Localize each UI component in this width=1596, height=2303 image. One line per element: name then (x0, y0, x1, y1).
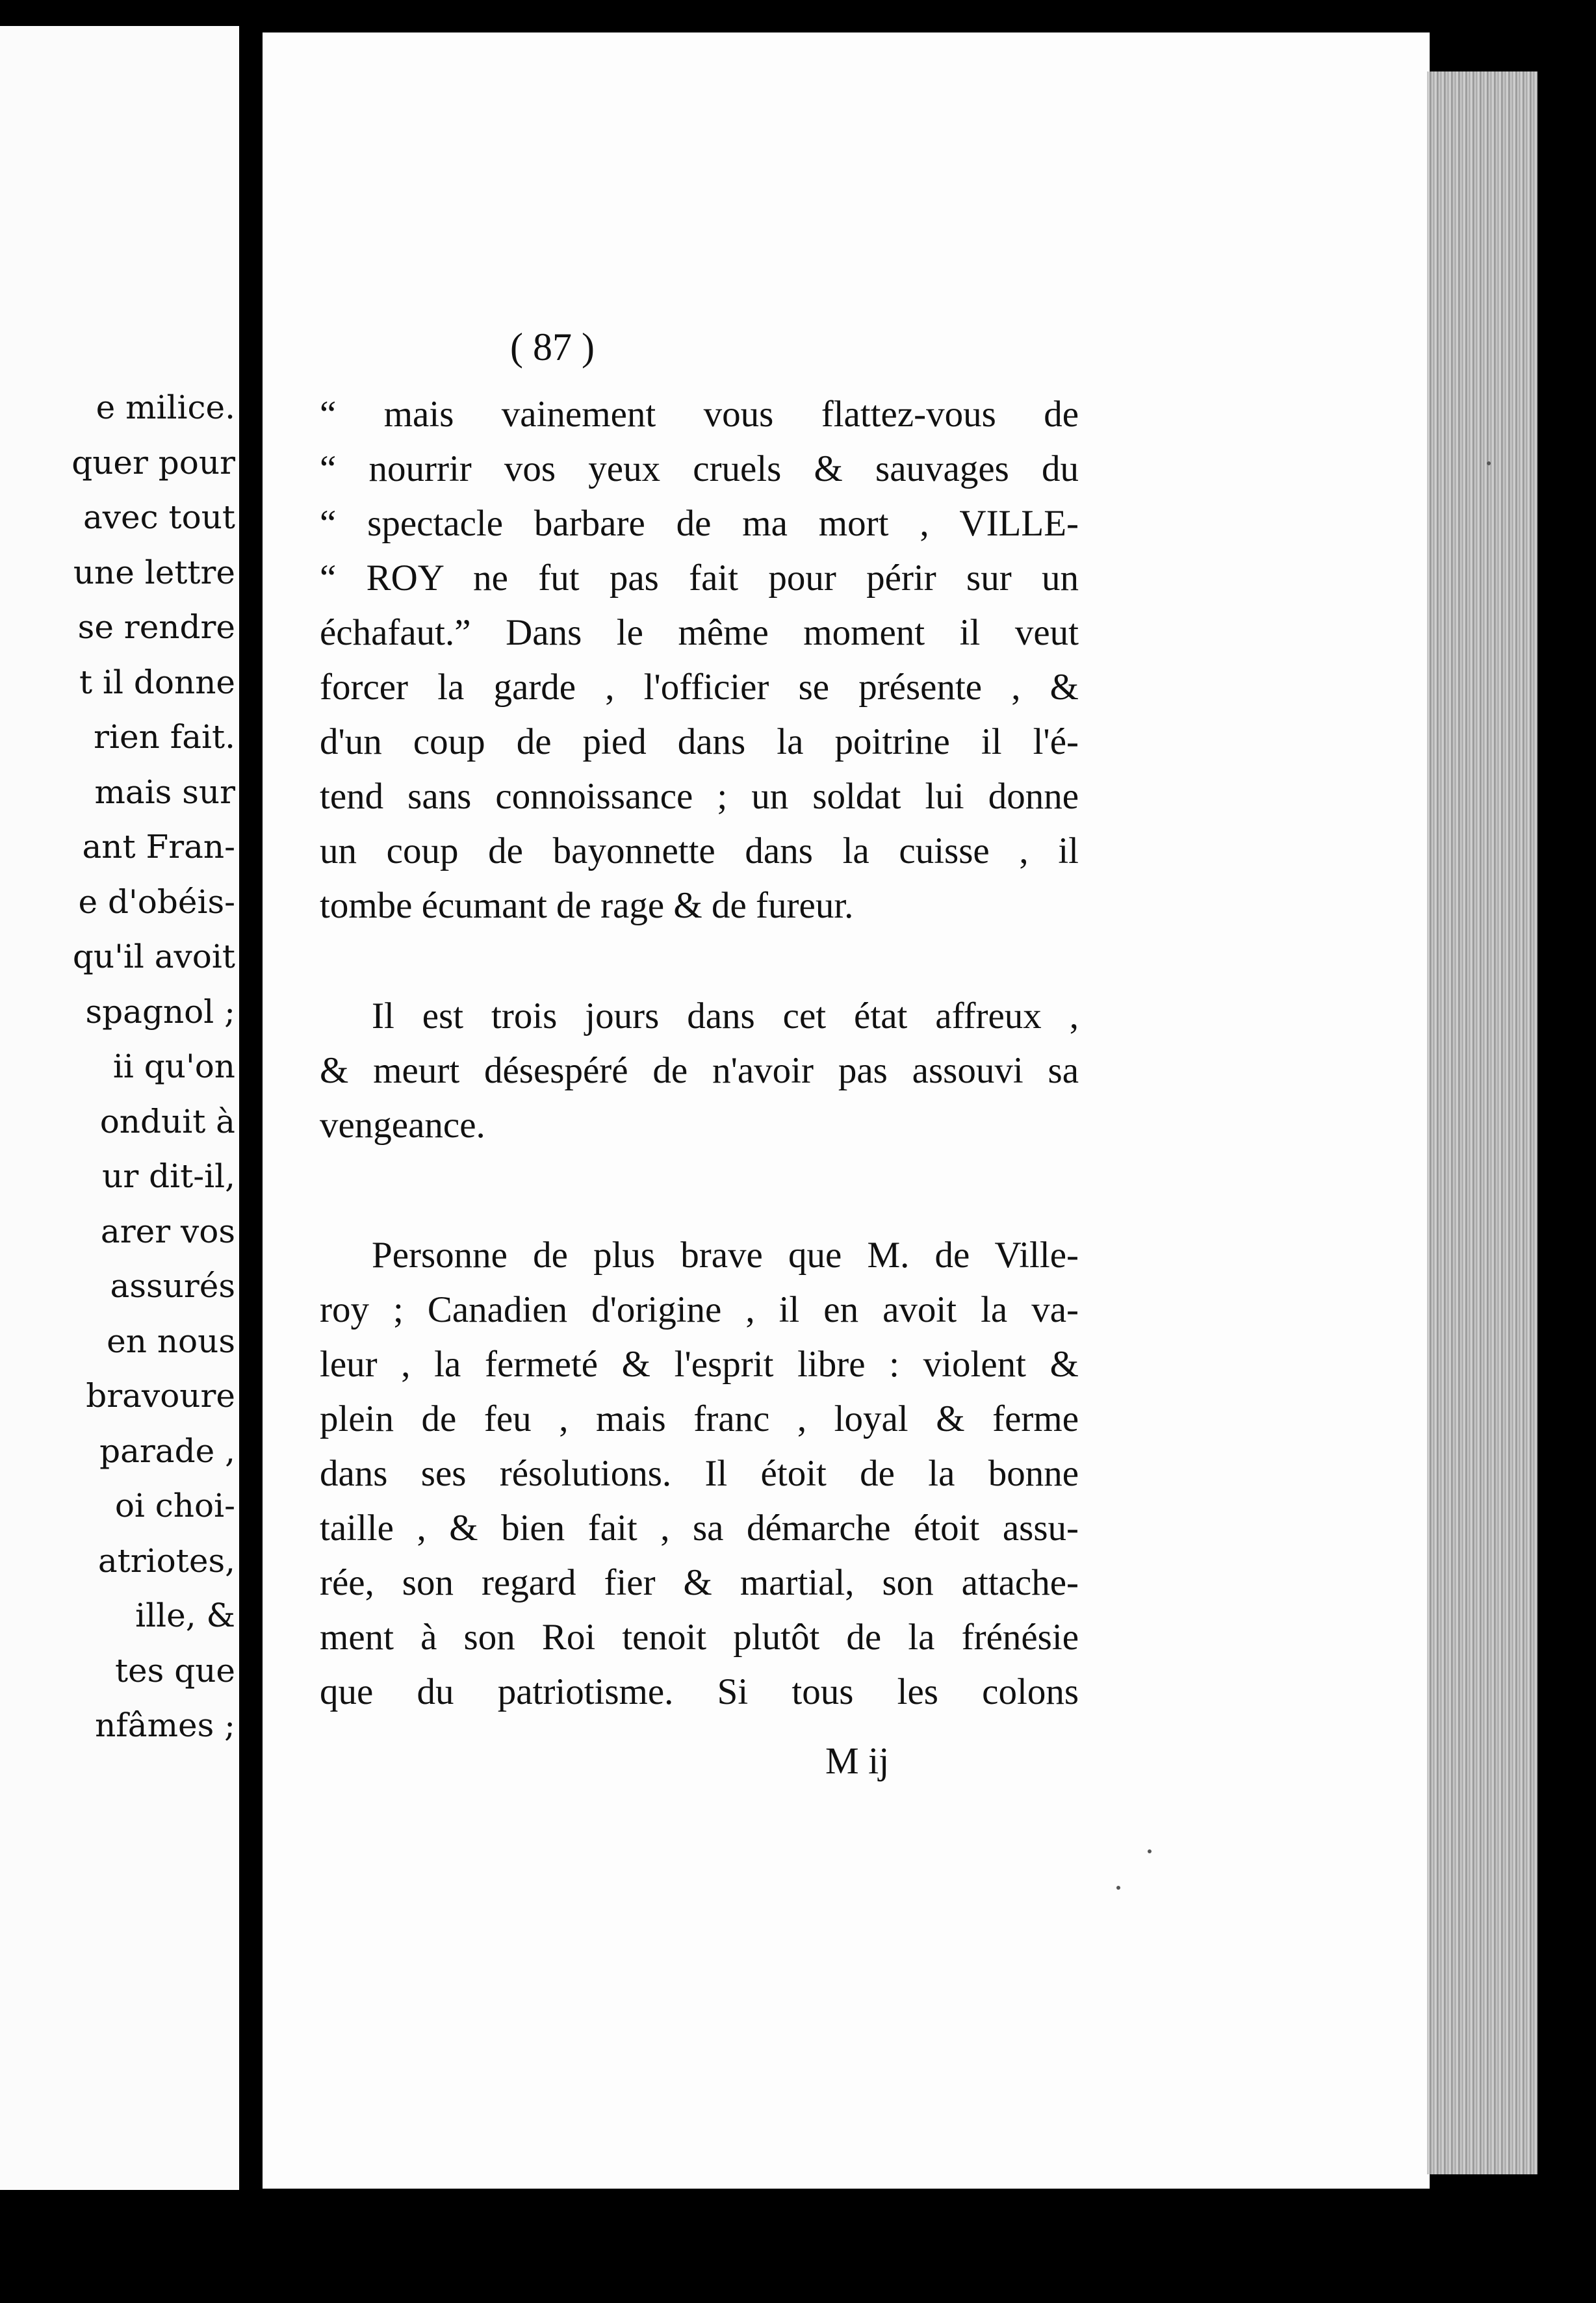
text-line: Il est trois jours dans cet état affreux , (372, 996, 1079, 1036)
paper-speck (1148, 1849, 1152, 1853)
text-line: tend sans connoissance ; un soldat lui donne (320, 776, 1079, 817)
left-line: qu'il avoit (72, 938, 235, 975)
left-line: nfâmes ; (95, 1706, 235, 1744)
text-line: “ ROY ne fut pas fait pour périr sur un (320, 558, 1079, 598)
text-line: échafaut.” Dans le même moment il veut (320, 612, 1079, 653)
text-line: dans ses résolutions. Il étoit de la bonne (320, 1453, 1079, 1494)
text-line: taille , & bien fait , sa démarche étoit assu- (320, 1508, 1079, 1549)
left-line: e d'obéis- (78, 882, 235, 921)
left-line: mais sur (94, 773, 235, 811)
left-line: une lettre (73, 553, 235, 591)
left-line: bravoure (86, 1377, 235, 1415)
left-line: ant Fran- (82, 828, 235, 866)
text-line: que du patriotisme. Si tous les colons (320, 1671, 1079, 1712)
page-block-edge (1427, 71, 1538, 2174)
text-line: plein de feu , mais franc , loyal & ferme (320, 1398, 1079, 1439)
text-line: “ mais vainement vous flattez-vous de (320, 394, 1079, 435)
left-line: e milice. (96, 389, 235, 426)
text-line: Personne de plus brave que M. de Ville- (372, 1235, 1079, 1276)
left-line: parade , (99, 1432, 235, 1470)
left-line: arer vos (100, 1212, 235, 1250)
left-line: ur dit-il, (102, 1157, 235, 1195)
left-line: spagnol ; (85, 992, 235, 1031)
text-line: d'un coup de pied dans la poitrine il l'é- (320, 721, 1079, 762)
text-line: forcer la garde , l'officier se présente , & (320, 667, 1079, 708)
text-line: “ nourrir vos yeux cruels & sauvages du (320, 448, 1079, 489)
left-line: oi choi- (114, 1487, 235, 1525)
left-line: t il donne (79, 663, 235, 701)
signature-mark: M ij (825, 1740, 890, 1782)
left-line: assurés (110, 1267, 235, 1305)
left-line: en nous (107, 1322, 235, 1360)
left-page-text (0, 380, 235, 1753)
left-line: atriotes, (97, 1541, 235, 1580)
text-line: “ spectacle barbare de ma mort , VILLE- (320, 503, 1079, 544)
text-line: roy ; Canadien d'origine , il en avoit la va- (320, 1289, 1079, 1330)
left-line: tes que (114, 1651, 235, 1690)
left-line: onduit à (99, 1102, 235, 1140)
paper-speck (1116, 1886, 1120, 1890)
left-line: rien fait. (94, 718, 235, 756)
text-line: tombe écumant de rage & de fureur. (320, 885, 854, 926)
text-line: un coup de bayonnette dans la cuisse , il (320, 830, 1079, 871)
book-gutter (239, 0, 263, 2303)
left-line: avec tout (83, 498, 235, 536)
left-page (0, 26, 240, 2190)
page-number: ( 87 ) (510, 326, 595, 368)
text-line: vengeance. (320, 1105, 485, 1146)
text-line: leur , la fermeté & l'esprit libre : violent & (320, 1344, 1079, 1385)
left-line: ii qu'on (112, 1048, 235, 1085)
text-line: ment à son Roi tenoit plutôt de la frénésie (320, 1617, 1079, 1658)
left-line: se rendre (77, 608, 235, 646)
paper-speck (1487, 461, 1491, 465)
text-line: rée, son regard fier & martial, son attache- (320, 1562, 1079, 1603)
left-line: ille, & (135, 1597, 235, 1634)
text-line: & meurt désespéré de n'avoir pas assouvi sa (320, 1050, 1079, 1091)
left-line: quer pour (71, 443, 235, 482)
